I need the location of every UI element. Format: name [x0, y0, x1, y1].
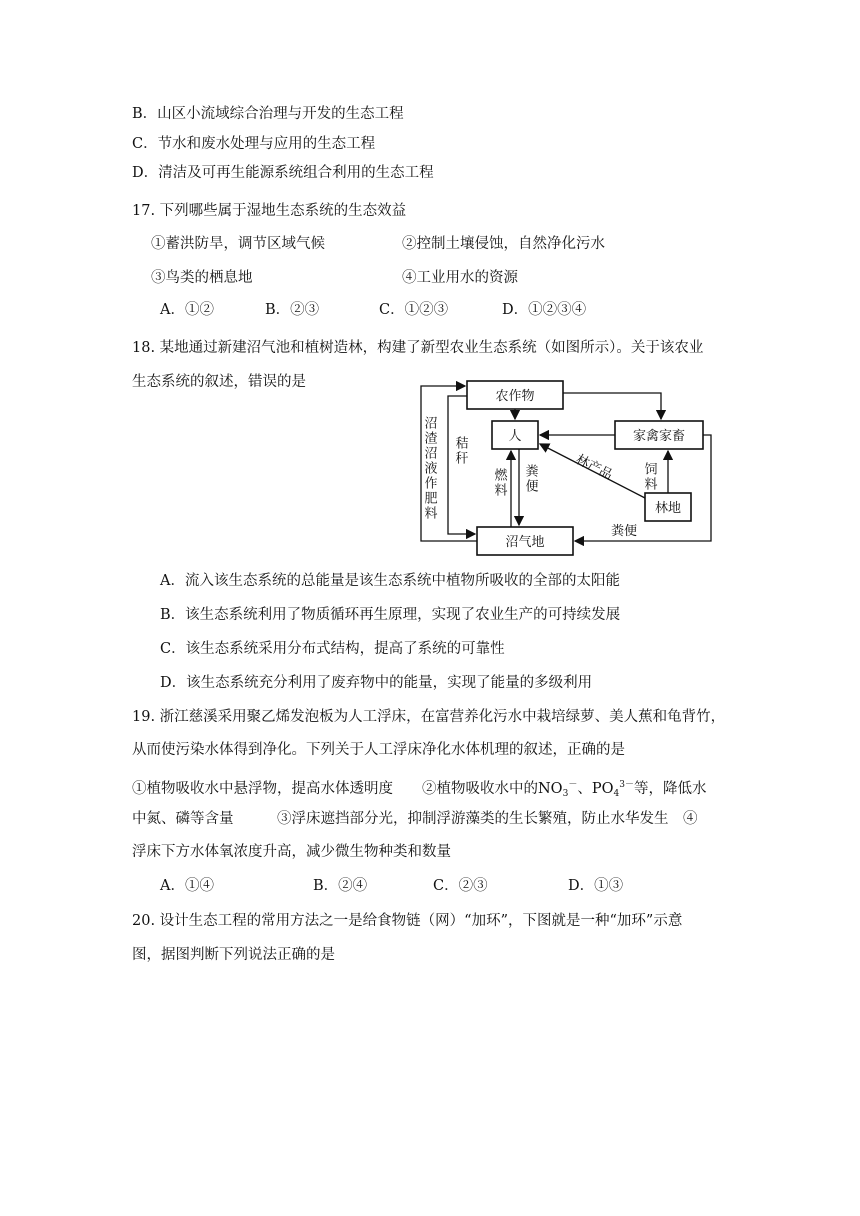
q19-line3: [132, 775, 706, 804]
label-biogas: 沼气地: [505, 535, 545, 550]
q17-item-3: ③鸟类的栖息地: [151, 270, 253, 286]
label-crops: 农作物: [495, 389, 535, 404]
q16-option-b: B．山区小流域综合治理与开发的生态工程: [132, 106, 404, 122]
q20-stem-line1: 20. 设计生态工程的常用方法之一是给食物链（网）“加环”，下图就是一种“加环”示意: [132, 913, 683, 929]
q19-option-b: B．②④: [313, 878, 368, 894]
q19-option-d: D．①③: [568, 878, 624, 894]
q19-po4-sub: 4: [613, 789, 620, 799]
q18-option-d: D．该生态系统充分利用了废弃物中的能量，实现了能量的多级利用: [160, 675, 593, 691]
label-feces: 粪便: [522, 464, 538, 494]
q19-no3-sub: 3: [562, 789, 569, 799]
q17-stem: 17. 下列哪些属于湿地生态系统的生态效益: [132, 203, 407, 219]
q17-item-4: ④工业用水的资源: [402, 270, 518, 286]
q17-option-a: A．①②: [160, 302, 214, 318]
agro-ecosystem-diagram: [415, 376, 715, 556]
label-fuel: 燃料: [491, 468, 507, 498]
box-human: [492, 421, 538, 449]
q19-line5: 浮床下方水体氧浓度升高，减少微生物种类和数量: [132, 844, 451, 860]
label-feed: 饲料: [641, 462, 657, 492]
q19-no3-sup: －: [568, 780, 578, 790]
label-residue: 沼渣沼液作肥料: [421, 416, 437, 521]
label-residue-vertical: [422, 416, 438, 521]
q18-option-a: A．流入该生态系统的总能量是该生态系统中植物所吸收的全部的太阳能: [160, 573, 620, 589]
q17-item-2: ②控制土壤侵蚀，自然净化污水: [402, 236, 605, 252]
q19-option-c: C．②③: [433, 878, 488, 894]
q19-line4: 中氮、磷等含量 ③浮床遮挡部分光，抑制浮游藻类的生长繁殖，防止水华发生 ④: [132, 811, 698, 827]
q17-option-d: D．①②③④: [502, 302, 587, 318]
q19-line3-a: ①植物吸收水中悬浮物，提高水体透明度 ②植物吸收水中的NO: [132, 781, 563, 797]
label-straw: 秸秆: [452, 436, 468, 466]
q20-stem-line2: 图，据图判断下列说法正确的是: [132, 947, 335, 963]
q19-stem-line1: 19. 浙江慈溪采用聚乙烯发泡板为人工浮床，在富营养化污水中栽培绿萝、美人蕉和龟背竹，: [132, 709, 726, 725]
q19-stem-line2: 从而使污染水体得到净化。下列关于人工浮床净化水体机理的叙述，正确的是: [132, 742, 625, 758]
q18-stem-line2: 生态系统的叙述，错误的是: [132, 374, 306, 390]
q19-line3-b: 、PO: [577, 781, 614, 797]
box-forest: [645, 493, 691, 521]
q17-option-c: C．①②③: [379, 302, 449, 318]
label-forest: 林地: [654, 501, 682, 516]
box-crops: [467, 381, 563, 409]
q18-option-b: B．该生态系统利用了物质循环再生原理，实现了农业生产的可持续发展: [160, 607, 621, 623]
box-livestock: [615, 421, 703, 449]
q18-option-c: C．该生态系统采用分布式结构，提高了系统的可靠性: [160, 641, 505, 657]
q17-item-1: ①蓄洪防旱，调节区域气候: [151, 236, 325, 252]
box-biogas: [477, 527, 573, 555]
q19-option-a: A．①④: [160, 878, 214, 894]
q16-option-d: D．清洁及可再生能源系统组合利用的生态工程: [132, 165, 434, 181]
label-human: 人: [508, 429, 522, 444]
q19-line3-c: 等，降低水: [633, 781, 707, 797]
arrow-crops-livestock: [563, 393, 661, 419]
q19-po4-sup: 3－: [619, 780, 634, 790]
q16-option-c: C．节水和废水处理与应用的生态工程: [132, 136, 376, 152]
label-livestock: 家禽家畜: [632, 429, 686, 444]
label-feces2: 粪便: [611, 524, 638, 539]
q17-option-b: B．②③: [265, 302, 320, 318]
q18-stem-line1: 18. 某地通过新建沼气池和植树造林，构建了新型农业生态系统（如图所示）。关于该农业: [132, 340, 704, 356]
label-forest-products: 林产品: [573, 452, 615, 484]
